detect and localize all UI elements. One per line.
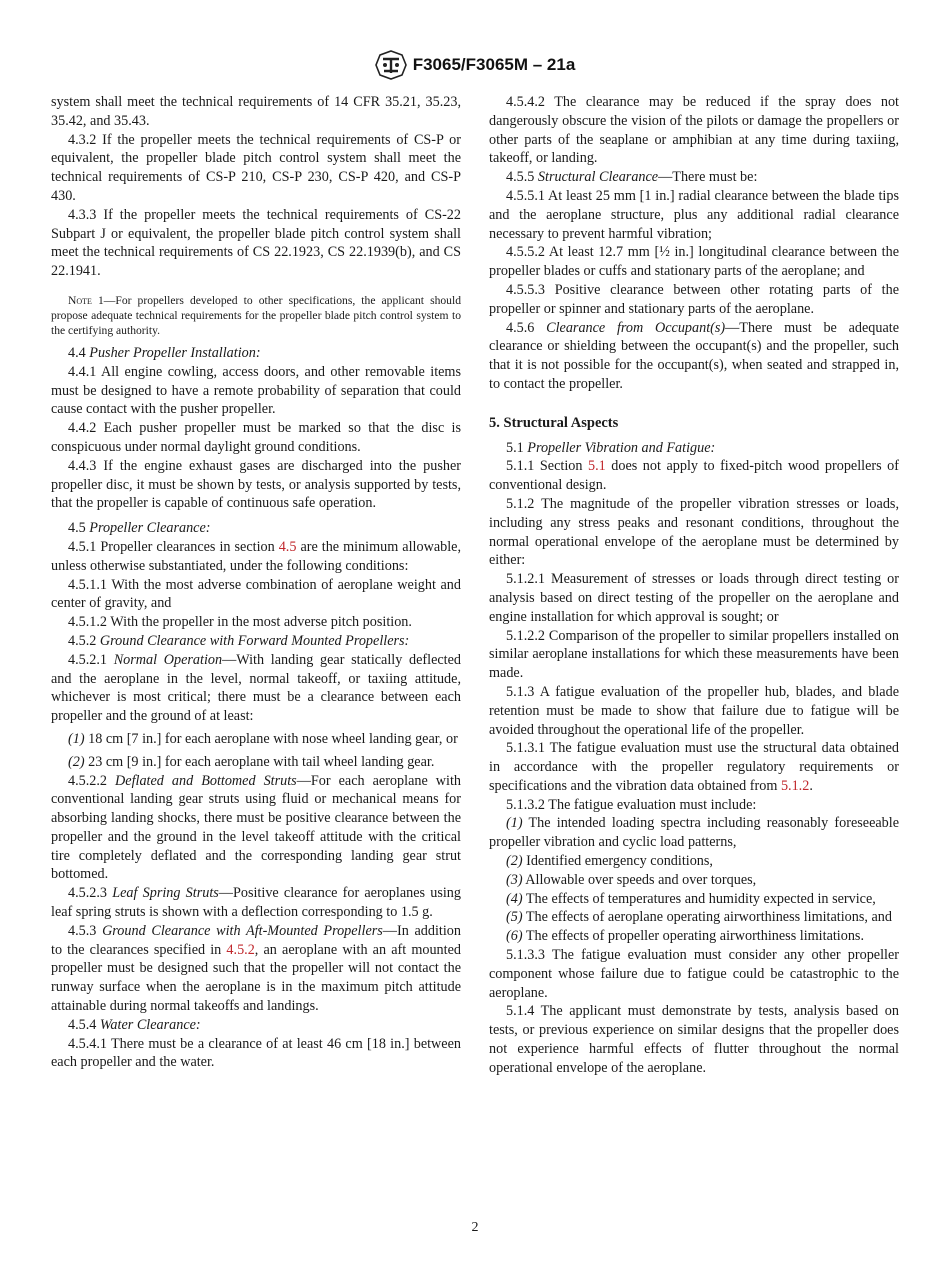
text-run: does not apply to fixed-pitch wood propellers of conventional design. — [489, 458, 899, 494]
heading-4-5-2 — [51, 632, 461, 651]
section-title: Leaf Spring Struts — [112, 885, 219, 902]
paragraph-4-5-1 — [51, 538, 461, 576]
page-header — [0, 50, 950, 80]
paragraph-5-1-2: 5.1.2 The magnitude of the propeller vibration stresses or loads, including any stress peaks and resonant conditions, throughout the normal operational envelope of the aeroplane must be determined by either: — [489, 495, 899, 569]
text-run: —For each aeroplane with conventional landing gear struts using fluid or mechanical means for absorbing landing shocks, there must be positive clearance between the propeller and the ground in the level takeoff attitude with the critical tire completely deflated and the corresponding landing gear strut bottomed. — [51, 772, 461, 883]
left-column — [51, 93, 461, 1072]
page-number: 2 — [471, 1220, 479, 1235]
section-title: Ground Clearance with Aft-Mounted Propellers — [102, 922, 383, 939]
paragraph-4-4-3: 4.4.3 If the engine exhaust gases are discharged into the pusher propeller disc, it must be shown by tests, or analysis supported by tests, that the propeller is capable of continuous safe operation. — [51, 457, 461, 512]
section-number: 4.5.2 — [68, 632, 97, 649]
text-run: —There must be adequate clearance or shielding between the occupant(s) and the propeller, such that it is not possible for the occupant(s), when seated and strapped in, to contact the propeller. — [489, 319, 899, 392]
heading-4-5 — [51, 519, 461, 538]
list-item-3 — [489, 871, 899, 890]
list-item-5 — [489, 908, 899, 927]
paragraph-4-4-1: 4.4.1 All engine cowling, access doors, and other removable items must be designed to have a remote probability of separation that could cause contact with the pusher propeller. — [51, 363, 461, 418]
list-number: (2) — [506, 853, 523, 870]
list-number: (4) — [506, 890, 523, 907]
text-run: , an aeroplane with an aft mounted propeller must be designed such that the propeller will not contact the runway surface when the aeroplane is in the maximum pitch attitude attainable during normal takeoffs and landings. — [51, 941, 461, 1015]
paragraph-4-5-5-2: 4.5.5.2 At least 12.7 mm [½ in.] longitudinal clearance between the propeller blades or cuffs and stationary parts of the aeroplane; and — [489, 244, 899, 280]
section-title: Propeller Clearance: — [89, 520, 211, 537]
list-number: (1) — [68, 730, 85, 747]
note-label: Note 1 — [68, 293, 104, 307]
section-title: Structural Clearance — [537, 169, 659, 186]
link-section-4-5-2[interactable]: 4.5.2 — [226, 941, 255, 958]
list-text: Allowable over speeds and over torques, — [522, 871, 757, 888]
section-number: 4.5 — [68, 520, 86, 537]
list-number: (5) — [506, 909, 523, 926]
list-item-2 — [51, 753, 461, 772]
link-section-5-1[interactable]: 5.1 — [588, 458, 606, 475]
paragraph: system shall meet the technical requirements of 14 CFR 35.21, 35.23, 35.42, and 35.43. — [51, 94, 461, 129]
paragraph-4-3-2: 4.3.2 If the propeller meets the technical requirements of CS-P or equivalent, the propeller blade pitch control system shall meet the technical requirements of CS-P 210, CS-P 230, CS-P 420, and CS-P 430. — [51, 131, 461, 204]
list-number: (1) — [506, 815, 523, 832]
section-number: 4.5.5 — [506, 169, 535, 186]
paragraph-4-5-2-2 — [51, 772, 461, 885]
list-text: 23 cm [9 in.] for each aeroplane with tail wheel landing gear. — [84, 753, 435, 770]
section-number: 4.4 — [68, 344, 86, 361]
section-number: 4.5.6 — [506, 319, 535, 336]
heading-4-5-4 — [51, 1016, 461, 1035]
section-title: Pusher Propeller Installation: — [89, 344, 261, 361]
list-number: (3) — [506, 871, 523, 888]
paragraph-4-5-2-3 — [51, 884, 461, 922]
link-section-4-5[interactable]: 4.5 — [278, 538, 297, 555]
paragraph-5-1-4: 5.1.4 The applicant must demonstrate by tests, analysis based on tests, or previous experience on similar designs that the propeller does not experience harmful effects of flutter throughout the normal operational envelope of the aeroplane. — [489, 1003, 899, 1076]
paragraph-4-5-6 — [489, 319, 899, 394]
text-run: —There must be: — [658, 169, 758, 186]
section-title: Deflated and Bottomed Struts — [115, 772, 297, 789]
text-run: 5.1.1 Section — [506, 458, 588, 475]
list-item-1 — [489, 814, 899, 852]
section-title: Normal Operation — [113, 651, 223, 668]
section-number: 4.5.2.2 — [68, 772, 108, 789]
text-run: —In addition to the clearances specified in — [51, 922, 461, 958]
list-text: The effects of propeller operating airworthiness limitations. — [522, 928, 865, 945]
list-text: The effects of temperatures and humidity expected in service, — [522, 890, 876, 907]
list-item-4 — [489, 890, 899, 909]
list-number: (6) — [506, 928, 523, 945]
paragraph-4-5-5-3: 4.5.5.3 Positive clearance between other rotating parts of the propeller or spinner and stationary parts of the aeroplane. — [489, 281, 899, 317]
note-1 — [51, 293, 461, 338]
section-number: 4.5.3 — [68, 922, 97, 939]
paragraph-5-1-3-1 — [489, 739, 899, 795]
list-item-2 — [489, 852, 899, 871]
list-text: Identified emergency conditions, — [522, 853, 713, 870]
paragraph-4-4-2: 4.4.2 Each pusher propeller must be marked so that the disc is conspicuous under normal daylight ground conditions. — [51, 420, 461, 455]
paragraph-5-1-3-2: 5.1.3.2 The fatigue evaluation must include: — [506, 796, 757, 813]
text-run: —With landing gear statically deflected and the aeroplane in the level, normal takeoff, or taxiing attitude, whichever is most critical; there must be a clearance between each propeller and the ground of at least: — [51, 651, 462, 725]
paragraph-5-1-3: 5.1.3 A fatigue evaluation of the propeller hub, blades, and blade retention must be made to show that failure due to fatigue will be avoided throughout the operational life of the propeller. — [489, 683, 899, 738]
heading-4-4 — [51, 344, 461, 363]
list-item-6 — [489, 927, 899, 946]
text-run: are the minimum allowable, unless otherwise substantiated, under the following conditions: — [51, 538, 461, 574]
paragraph-4-5-1-2: 4.5.1.2 With the propeller in the most adverse pitch position. — [68, 614, 412, 631]
paragraph-4-5-4-1: 4.5.4.1 There must be a clearance of at least 46 cm [18 in.] between each propeller and the water. — [51, 1035, 461, 1071]
list-item-1 — [51, 730, 461, 749]
section-number: 4.5.2.1 — [68, 651, 108, 668]
section-title: Ground Clearance with Forward Mounted Propellers: — [99, 632, 410, 649]
text-run: . — [809, 777, 813, 794]
section-5-heading: 5. Structural Aspects — [489, 414, 619, 431]
section-number: 4.5.4 — [68, 1016, 97, 1033]
paragraph-5-1-1 — [489, 457, 899, 495]
text-run: 4.5.1 Propeller clearances in section — [68, 538, 279, 555]
paragraph-4-5-1-1: 4.5.1.1 With the most adverse combination of aeroplane weight and center of gravity, and — [51, 576, 461, 612]
right-column — [489, 93, 899, 1078]
list-text: 18 cm [7 in.] for each aeroplane with nose wheel landing gear, or — [84, 730, 458, 747]
paragraph-4-5-3 — [51, 922, 461, 1016]
heading-5-1 — [489, 439, 899, 458]
section-number: 4.5.2.3 — [68, 885, 108, 902]
list-number: (2) — [68, 753, 85, 770]
list-text: The effects of aeroplane operating airworthiness limitations, and — [522, 909, 892, 926]
paragraph-5-1-2-1: 5.1.2.1 Measurement of stresses or loads through direct testing or analysis based on direct testing of the propeller on the aeroplane and engine installation for which approval is sought; or — [489, 571, 899, 625]
paragraph-4-3-3: 4.3.3 If the propeller meets the technical requirements of CS-22 Subpart J or equivalent, the propeller blade pitch control system shall meet the technical requirements of CS 22.1923, CS 22.1939(b), and CS 22.1941. — [51, 206, 461, 280]
astm-logo-icon — [375, 50, 407, 80]
list-text: The intended loading spectra including reasonably foreseeable propeller vibration and cyclic load patterns, — [489, 815, 899, 851]
paragraph-5-1-3-3: 5.1.3.3 The fatigue evaluation must consider any other propeller component whose failure due to fatigue could be catastrophic to the aeroplane. — [489, 947, 899, 1001]
paragraph-4-5-5-1: 4.5.5.1 At least 25 mm [1 in.] radial clearance between the blade tips and the aeroplane structure, plus any additional radial clearance necessary to prevent harmful vibration; — [489, 187, 899, 242]
document-designation: F3065/F3065M – 21a — [412, 55, 576, 74]
paragraph-4-5-5 — [489, 168, 899, 187]
section-number: 5.1 — [506, 439, 524, 456]
section-title: Water Clearance: — [99, 1016, 201, 1033]
paragraph-4-5-2-1 — [51, 651, 461, 726]
paragraph-4-5-4-2: 4.5.4.2 The clearance may be reduced if the spray does not dangerously obscure the vision of the pilots or damage the propellers or other parts of the seaplane or amphibian at any time during taxiing, takeoff, or landing. — [489, 94, 899, 167]
link-section-5-1-2[interactable]: 5.1.2 — [780, 777, 810, 794]
text-run: —Positive clearance for aeroplanes using leaf spring struts is shown with a deflection corresponding to 1.5 g. — [51, 885, 461, 921]
text-run: 5.1.3.1 The fatigue evaluation must use the structural data obtained in accordance with the propeller regulatory requirements or specifications and the vibration data obtained from — [489, 740, 899, 794]
section-title: Clearance from Occupant(s) — [546, 319, 726, 336]
section-title: Propeller Vibration and Fatigue: — [527, 439, 716, 456]
note-text: —For propellers developed to other specifications, the applicant should propose adequate technical requirements for the propeller blade pitch control system to the certifying authority. — [51, 293, 461, 337]
paragraph-5-1-2-2: 5.1.2.2 Comparison of the propeller to similar propellers installed on similar aeroplane installations for which these measurements have been made. — [489, 627, 899, 682]
